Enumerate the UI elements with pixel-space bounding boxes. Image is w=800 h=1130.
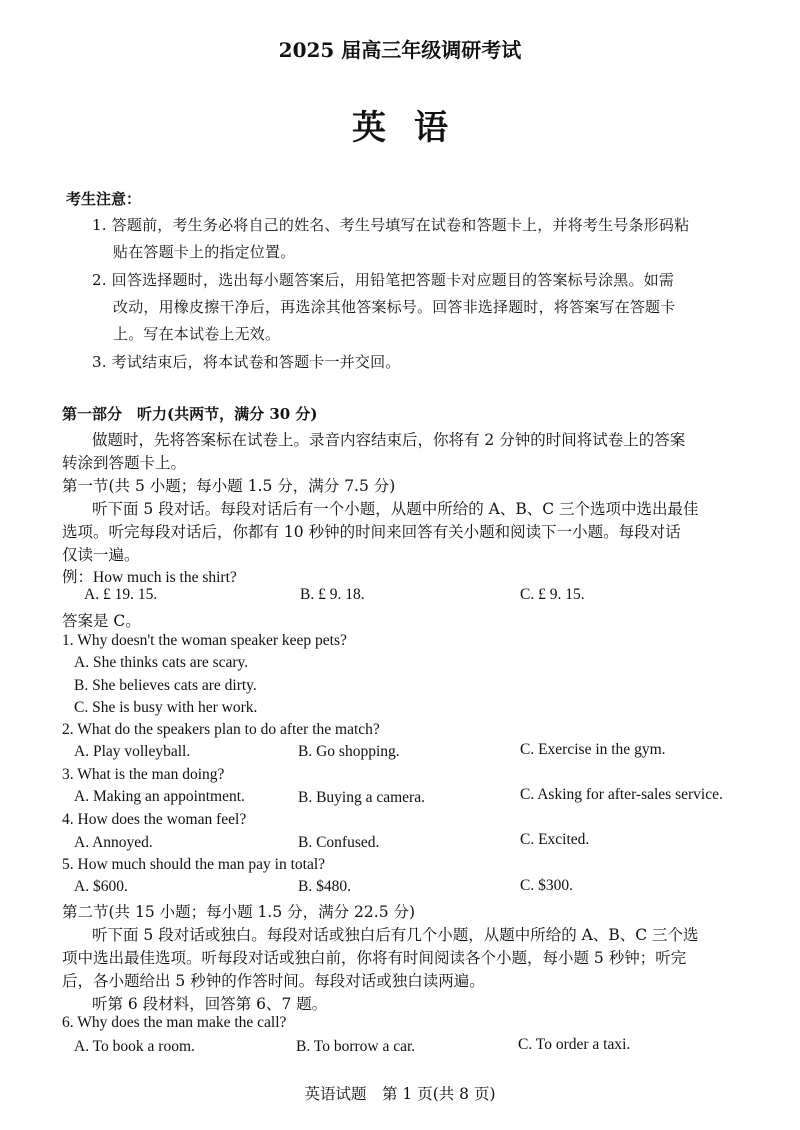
notice-item-3: 3. 考试结束后，将本试卷和答题卡一并交回。 — [92, 353, 401, 371]
question-5-option-a: A. $600. — [74, 878, 128, 895]
section1-intro-line3: 仅读一遍。 — [62, 546, 140, 564]
part1-heading — [62, 403, 318, 424]
question-6-option-c: C. To order a taxi. — [518, 1036, 631, 1053]
question-4-option-b: B. Confused. — [298, 834, 380, 851]
question-4: 4. How does the woman feel? — [62, 811, 247, 828]
section2-heading: 第二节(共 15 小题；每小题 1.5 分，满分 22.5 分) — [62, 903, 416, 921]
section2-intro-line1: 听下面 5 段对话或独白。每段对话或独白后有几个小题，从题中所给的 A、B、C 三个选 — [92, 926, 699, 944]
question-2-option-b: B. Go shopping. — [298, 743, 400, 760]
example-option-c: C. £ 9. 15. — [520, 586, 585, 603]
notice-item-2-cont: 改动，用橡皮擦干净后，再选涂其他答案标号。回答非选择题时，将答案写在答题卡 — [113, 298, 676, 316]
page-footer: 英语试题 第 1 页(共 8 页) — [304, 1085, 496, 1103]
example-answer: 答案是 C。 — [62, 612, 141, 630]
question-1-option-b: B. She believes cats are dirty. — [74, 677, 257, 694]
question-5: 5. How much should the man pay in total? — [62, 856, 326, 873]
question-3-option-c: C. Asking for after-sales service. — [520, 786, 723, 803]
section1-intro-line2: 选项。听完每段对话后，你都有 10 秒钟的时间来回答有关小题和阅读下一小题。每段对话 — [62, 523, 681, 541]
notice-item-2: 2. 回答选择题时，选出每小题答案后，用铅笔把答题卡对应题目的答案标号涂黑。如需 — [92, 271, 675, 289]
notice-item-1: 1. 答题前，考生务必将自己的姓名、考生号填写在试卷和答题卡上，并将考生号条形码粘 — [92, 216, 690, 234]
question-2-option-c: C. Exercise in the gym. — [520, 741, 666, 758]
example-option-b: B. £ 9. 18. — [300, 586, 365, 603]
part1-heading-rest: (共两节，满分 30 分) — [167, 405, 318, 423]
section2-intro-line2: 项中选出最佳选项。听每段对话或独白前，你将有时间阅读各个小题，每小题 5 秒钟；听完 — [62, 949, 687, 967]
question-1: 1. Why doesn't the woman speaker keep pets? — [62, 632, 347, 649]
section1-heading: 第一节(共 5 小题；每小题 1.5 分，满分 7.5 分) — [62, 477, 396, 495]
question-6-option-b: B. To borrow a car. — [296, 1038, 416, 1055]
question-5-option-c: C. $300. — [520, 877, 573, 894]
question-4-option-c: C. Excited. — [520, 831, 590, 848]
question-6: 6. Why does the man make the call? — [62, 1014, 287, 1031]
question-5-option-b: B. $480. — [298, 878, 351, 895]
section2-material-6: 听第 6 段材料，回答第 6、7 题。 — [92, 995, 328, 1013]
part1-heading-bold: 第一部分 听力 — [62, 405, 168, 423]
question-1-option-c: C. She is busy with her work. — [74, 699, 258, 716]
section2-intro-line3: 后，各小题给出 5 秒钟的作答时间。每段对话或独白读两遍。 — [62, 972, 485, 990]
question-2: 2. What do the speakers plan to do after the match? — [62, 721, 380, 738]
question-4-option-a: A. Annoyed. — [74, 834, 153, 851]
section1-intro-line1: 听下面 5 段对话。每段对话后有一个小题，从题中所给的 A、B、C 三个选项中选出最佳 — [92, 500, 699, 518]
notice-heading: 考生注意： — [66, 190, 142, 208]
example-question: 例：How much is the shirt? — [62, 569, 237, 586]
subject-title: 英语 — [352, 108, 476, 148]
question-1-option-a: A. She thinks cats are scary. — [74, 654, 249, 671]
question-2-option-a: A. Play volleyball. — [74, 743, 191, 760]
part1-intro-line2: 转涂到答题卡上。 — [62, 454, 187, 472]
notice-item-2-cont2: 上。写在本试卷上无效。 — [113, 325, 281, 343]
question-3-option-b: B. Buying a camera. — [298, 789, 425, 806]
question-6-option-a: A. To book a room. — [74, 1038, 195, 1055]
notice-item-1-cont: 贴在答题卡上的指定位置。 — [113, 243, 296, 261]
example-option-a: A. £ 19. 15. — [84, 586, 158, 603]
question-3-option-a: A. Making an appointment. — [74, 788, 245, 805]
exam-title: 2025 届高三年级调研考试 — [278, 38, 522, 62]
part1-intro-line1: 做题时，先将答案标在试卷上。录音内容结束后，你将有 2 分钟的时间将试卷上的答案 — [92, 431, 686, 449]
question-3: 3. What is the man doing? — [62, 766, 225, 783]
